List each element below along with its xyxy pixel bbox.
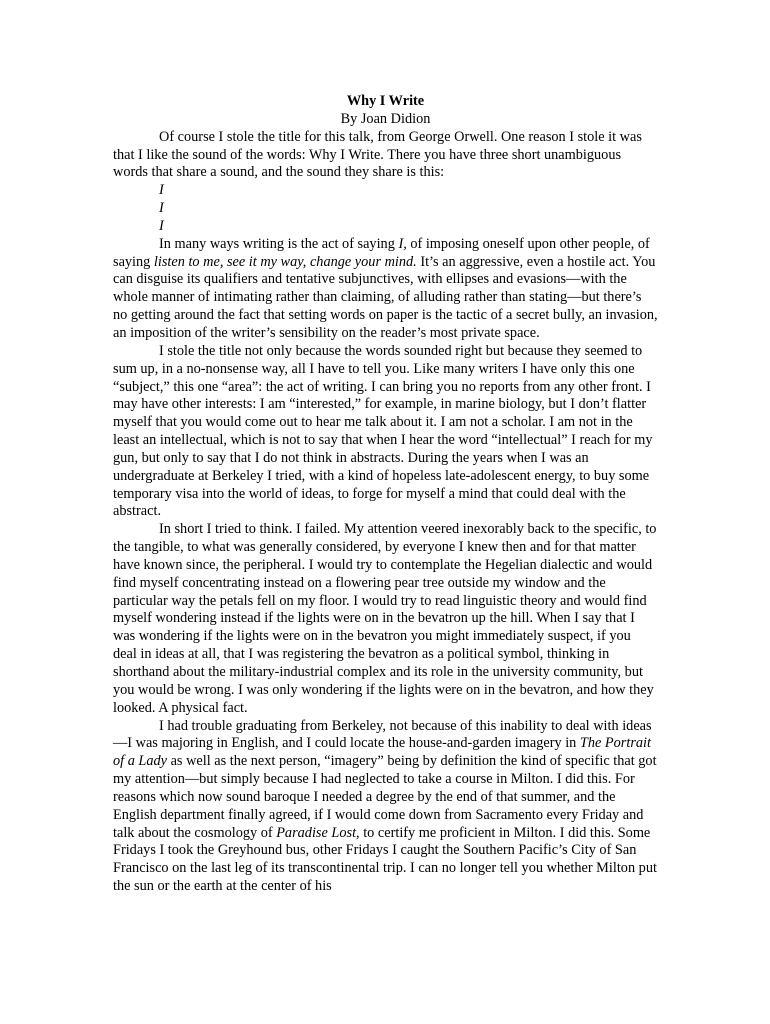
- paragraph-1: Of course I stole the title for this talk, from George Orwell. One reason I stole it was that I like the sound of the words: Why I Write. There you have three short unambiguous words that share a sound, and the sound they share is this:: [113, 128, 642, 181]
- paragraph-2: [113, 236, 658, 343]
- document-body: [113, 93, 658, 896]
- paragraph-2-italic-quote: listen to me, see it my way, change your mind.: [153, 253, 417, 270]
- paragraph-5-text-a: I had trouble graduating from Berkeley, not because of this inability to deal with ideas—I was majoring in English, and I could locate the house-and-garden imagery in: [113, 717, 652, 752]
- paragraph-5: [113, 718, 658, 896]
- paragraph-2-text-e: It’s an aggressive, even a hostile act. You can disguise its qualifiers and tentative subjunctives, with ellipses and evasions—with the whole manner of intimating rather than claiming, of alluding rather than stating—but there’s no getting around the fact that setting words on paper is the tactic of a secret bully, an invasion, an imposition of the writer’s sensibility on the reader’s most private space.: [113, 253, 658, 341]
- paragraph-2-text-a: In many ways writing is the act of saying: [159, 235, 399, 252]
- paragraph-5-italic-paradise-lost: Paradise Lost,: [276, 824, 360, 841]
- author-byline: By Joan Didion: [340, 110, 431, 127]
- page-title: Why I Write: [346, 93, 425, 109]
- paragraph-2-text-c: of imposing oneself upon other people, of saying: [113, 235, 650, 270]
- paragraph-5-text-e: to certify me proficient in Milton. I did this. Some Fridays I took the Greyhound bus, other Fridays I caught the Southern Pacific’s City of San Francisco on the last leg of its transcontinental trip. I can no longer tell you whether Milton put the sun or the earth at the center of his: [113, 824, 657, 895]
- italic-i-line-1: I: [159, 182, 164, 199]
- paragraph-3: I stole the title not only because the words sounded right but because they seemed to sum up, in a no-nonsense way, all I have to tell you. Like many writers I have only this one “subject,” this one “area”: the act of writing. I can bring you no reports from any other front. I may have other interests: I am “interested,” for example, in marine biology, but I don’t flatter myself that you would come out to hear me talk about it. I am not a scholar. I am not in the least an intellectual, which is not to say that when I hear the word “intellectual” I reach for my gun, but only to say that I do not think in abstracts. During the years when I was an undergraduate at Berkeley I tried, with a kind of hopeless late-adolescent energy, to buy some temporary visa into the world of ideas, to forge for myself a mind that could deal with the abstract.: [113, 342, 653, 520]
- paragraph-5-italic-portrait: The Portrait of a Lady: [113, 735, 651, 770]
- italic-i-line-3: I: [159, 217, 164, 234]
- italic-i-line-2: I: [159, 200, 164, 217]
- paragraph-2-italic-i: I,: [398, 235, 407, 252]
- paragraph-4: In short I tried to think. I failed. My attention veered inexorably back to the specific, to the tangible, to what was generally considered, by everyone I knew then and for that matter have known since, the peripheral. I would try to contemplate the Hegelian dialectic and would find myself concentrating instead on a flowering pear tree outside my window and the particular way the petals fell on my floor. I would try to read linguistic theory and would find myself wondering instead if the lights were on in the bevatron up the hill. When I say that I was wondering if the lights were on in the bevatron you might immediately suspect, if you deal in ideas at all, that I was registering the bevatron as a political symbol, thinking in shorthand about the military-industrial complex and its role in the university community, but you would be wrong. I was only wondering if the lights were on in the bevatron, and how they looked. A physical fact.: [113, 521, 657, 716]
- paragraph-5-text-c: as well as the next person, “imagery” being by definition the kind of specific that got my attention—but simply because I had neglected to take a course in Milton. I did this. For reasons which now sound baroque I needed a degree by the end of that summer, and the English department finally agreed, if I would come down from Sacramento every Friday and talk about the cosmology of: [113, 753, 657, 841]
